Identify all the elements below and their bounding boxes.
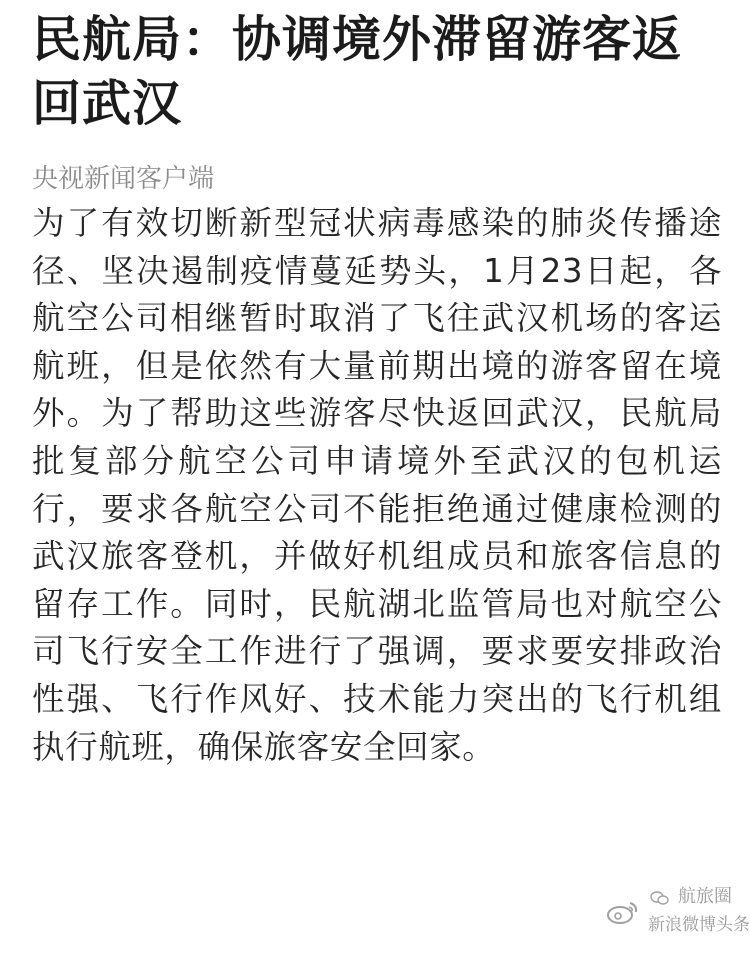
watermark-top-text: 航旅圈 xyxy=(678,886,732,907)
article xyxy=(32,8,722,771)
watermark-bottom-text: 新浪微博头条 xyxy=(648,915,750,935)
article-body: 为了有效切断新型冠状病毒感染的肺炎传播途径、坚决遏制疫情蔓延势头，1月23日起，各航空公司相继暂时取消了飞往武汉机场的客运航班，但是依然有大量前期出境的游客留在境外。为了帮助这些游客尽快返回武汉，民航局批复部分航空公司申请境外至武汉的包机运行，要求各航空公司不能拒绝通过健康检测的武汉旅客登机，并做好机组成员和旅客信息的留存工作。同时，民航湖北监管局也对航空公司飞行安全工作进行了强调，要求要安排政治性强、飞行作风好、技术能力突出的飞行机组执行航班，确保旅客安全回家。 xyxy=(32,204,722,766)
wechat-icon xyxy=(650,891,670,905)
weibo-icon xyxy=(606,899,640,925)
article-source: 央视新闻客户端 xyxy=(32,164,215,194)
watermark xyxy=(606,885,750,945)
article-title: 民航局：协调境外滞留游客返回武汉 xyxy=(32,11,683,132)
